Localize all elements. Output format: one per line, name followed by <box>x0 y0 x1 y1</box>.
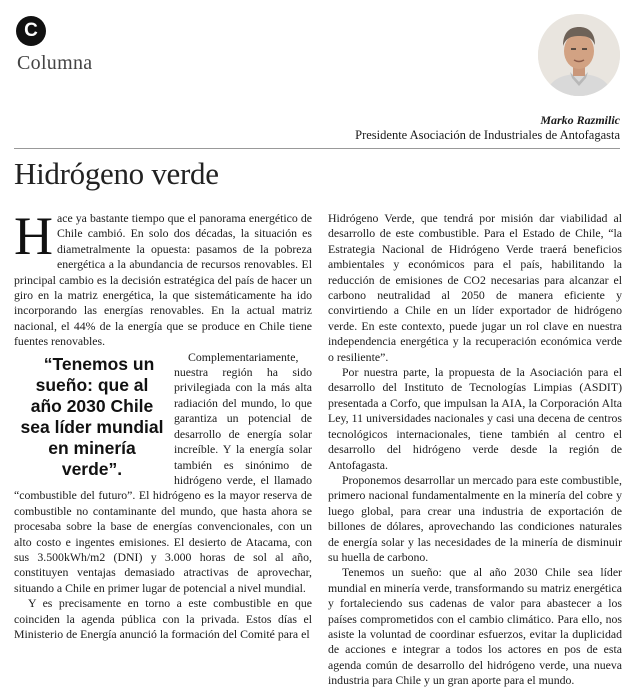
column-left <box>14 206 312 642</box>
column-right <box>328 211 622 689</box>
section-label: Columna <box>17 52 93 74</box>
paragraph-3: Y es precisamente en torno a este combustible en que coinciden la agenda pública con la privada. Estos días el Ministerio de Energía anunció la formación del Comité para el <box>14 596 312 641</box>
divider <box>14 148 620 149</box>
paragraph-4: Hidrógeno Verde, que tendrá por misión dar viabilidad al desarrollo de este combustible. Para el Estado de Chile, “la Estrategia Nacional de Hidrógeno Verde traerá beneficios ambientales y económicos para el país, habilitando la reducción de emisiones de CO2 necesarias para alcanzar el carbono neutralidad al 2050 de manera eficiente y convirtiendo a Chile en un líder exportador de hidrógeno verde. En este contexto, puede jugar un rol clave en nuestra independencia energética y la recuperación económica verde o resiliente”. <box>328 211 622 364</box>
column-badge: C <box>16 16 46 46</box>
paragraph-2: “Tenemos un sueño: que al año 2030 Chile sea líder mundial en minería verde”. Complementariamente, nuestra región ha sido privilegiada con la más alta radiación del mundo, lo que garantiza un potencial de desarrollo de energía solar increíble. Y la energía solar también es sinónimo de hidrógeno verde, el llamado “combustible del futuro”. El hidrógeno es la mayor reserva de combustible no contaminante del mundo, que hasta ahora se procesaba sobre la base de energías convencionales, con un alto costo e ingentes emisiones. El desierto de Atacama, con sus 3.500kWh/m2 (DNI) y 3.000 horas de sol al año, constituyen ventajas demasiado atractivas de aprovechar, situando a Chile en primer lugar de potencial a nivel mundial. <box>14 349 312 595</box>
drop-cap: H <box>14 206 53 266</box>
author-portrait-icon <box>538 14 620 96</box>
article-headline: Hidrógeno verde <box>14 156 219 191</box>
paragraph-7: Tenemos un sueño: que al año 2030 Chile sea líder mundial en minería verde, transformando su matriz energética y fortaleciendo sus cadenas de valor para abastecer a los países comprometidos con el cambio climático. Para ello, nos asiste la voluntad de coordinar esfuerzos, evitar la duplicidad de acciones e integrar a todos los actores en pos de esta agenda común de desarrollo del hidrógeno verde, una nueva industria para Chile y un gran aporte para el mundo. <box>328 565 622 688</box>
author-block <box>355 113 620 143</box>
author-title: Presidente Asociación de Industriales de Antofagasta <box>355 128 620 142</box>
author-name: Marko Razmilic <box>540 113 620 127</box>
paragraph-5: Por nuestra parte, la propuesta de la Asociación para el desarrollo del Instituto de Tecnologías Limpias (ASDIT) presentada a Corfo, que impulsan la AIA, la Corporación Alta Ley, 11 universidades nacionales y casi una decena de centros tecnológicos internacionales, tiene también al centro el desarrollo del hidrógeno verde desde la región de Antofagasta. <box>328 365 622 472</box>
paragraph-1: Hace ya bastante tiempo que el panorama energético de Chile cambió. En solo dos décadas, la situación es diametralmente la opuesta: pasamos de la pobreza energética a la abundancia de recursos renovables. El principal cambio es la decisión estratégica del país de hacer un giro en la matriz energética, la que sistemáticamente ha ido incorporando las energías renovables. En la actual matriz nacional, el 44% de la energía que se produce en Chile tiene fuentes renovables. <box>14 206 312 349</box>
paragraph-6: Proponemos desarrollar un mercado para este combustible, primero nacional fundamentalmente en la minería del cobre y luego global, para crear una industria de exportación de billones de dólares, aprovechando las condiciones naturales de energía solar y las necesidades de la minería de disminuir su huella de carbono. <box>328 472 622 564</box>
author-photo <box>538 14 620 96</box>
pull-quote: “Tenemos un sueño: que al año 2030 Chile sea líder mundial en minería verde”. <box>20 353 164 479</box>
